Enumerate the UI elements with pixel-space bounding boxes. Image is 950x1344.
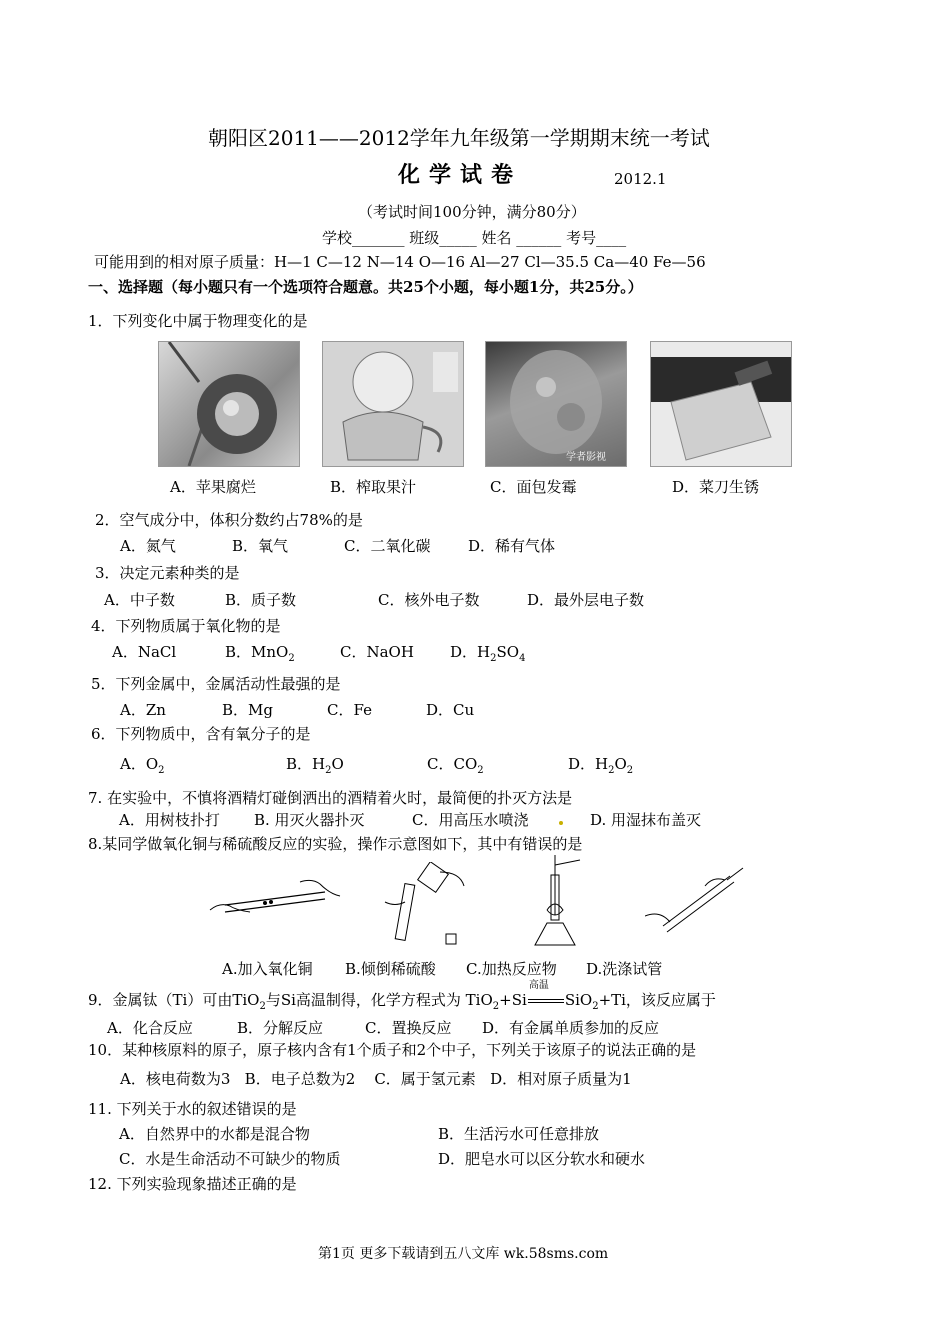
q4-option-d: D．$H_2SO_4$ bbox=[450, 643, 526, 664]
q8-option-d: D.洗涤试管 bbox=[586, 960, 663, 978]
q2-option-a: A．氮气 bbox=[120, 537, 176, 555]
heat-reaction-figure bbox=[525, 855, 595, 955]
q5-option-b: B．Mg bbox=[222, 701, 273, 719]
q7-option-b: B. 用灭火器扑灭 bbox=[254, 811, 365, 829]
q9-option-a: A．化合反应 bbox=[107, 1019, 193, 1037]
q7-option-d: D. 用湿抹布盖灭 bbox=[590, 811, 702, 829]
q3-option-b: B．质子数 bbox=[225, 591, 297, 609]
q5-stem: 5．下列金属中，金属活动性最强的是 bbox=[91, 675, 341, 693]
high-temp-equals: 高温 bbox=[527, 991, 565, 1009]
q6-option-c: C．$CO_2$ bbox=[427, 755, 484, 776]
q9-option-b: B．分解反应 bbox=[237, 1019, 324, 1037]
exam-date: 2012.1 bbox=[614, 170, 667, 188]
q8-stem: 8.某同学做氧化铜与稀硫酸反应的实验，操作示意图如下，其中有错误的是 bbox=[88, 835, 583, 853]
q2-option-c: C．二氧化碳 bbox=[344, 537, 431, 555]
q2-option-d: D．稀有气体 bbox=[468, 537, 556, 555]
rusty-knife-image bbox=[650, 341, 792, 467]
image-watermark: 学者影视 bbox=[566, 452, 606, 463]
q10-options: A．核电荷数为3 B．电子总数为2 C．属于氢元素 D．相对原子质量为1 bbox=[120, 1070, 632, 1088]
q6-stem: 6．下列物质中，含有氧分子的是 bbox=[91, 725, 311, 743]
q2-stem: 2．空气成分中，体积分数约占78%的是 bbox=[95, 511, 363, 529]
q4-option-a: A．NaCl bbox=[112, 643, 177, 661]
rotten-apple-image bbox=[158, 341, 300, 467]
q8-option-b: B.倾倒稀硫酸 bbox=[345, 960, 436, 978]
q12-stem: 12. 下列实验现象描述正确的是 bbox=[88, 1175, 297, 1193]
q9-option-c: C．置换反应 bbox=[365, 1019, 452, 1037]
juicer-image bbox=[322, 341, 464, 467]
q5-option-d: D．Cu bbox=[426, 701, 475, 719]
student-info-line: 学校_______ 班级_____ 姓名 ______ 考号____ bbox=[322, 229, 627, 247]
q11-option-d: D．肥皂水可以区分软水和硬水 bbox=[438, 1150, 646, 1168]
q3-option-c: C．核外电子数 bbox=[378, 591, 480, 609]
q5-option-a: A．Zn bbox=[120, 701, 166, 719]
q1-option-d: D．菜刀生锈 bbox=[672, 478, 760, 496]
q10-stem: 10．某种核原料的原子，原子核内含有1个质子和2个中子，下列关于该原子的说法正确的是 bbox=[88, 1041, 697, 1059]
q1-stem: 1．下列变化中属于物理变化的是 bbox=[88, 312, 308, 330]
atomic-masses: 可能用到的相对原子质量：H—1 C—12 N—14 O—16 Al—27 Cl—35.5 Ca—40 Fe—56 bbox=[94, 253, 706, 271]
exam-title: 朝阳区2011——2012学年九年级第一学期期末统一考试 bbox=[208, 126, 710, 150]
q6-option-b: B．$H_2O$ bbox=[286, 755, 344, 776]
add-copper-oxide-figure bbox=[205, 870, 345, 930]
q6-option-a: A．$O_2$ bbox=[120, 755, 165, 776]
q4-option-c: C．NaOH bbox=[340, 643, 414, 661]
time-note: （考试时间100分钟，满分80分） bbox=[358, 203, 586, 221]
q11-option-c: C．水是生命活动不可缺少的物质 bbox=[119, 1150, 341, 1168]
q7-option-a: A．用树枝扑打 bbox=[119, 811, 220, 829]
subject-title: 化学试卷 bbox=[398, 163, 523, 188]
q8-option-c: C.加热反应物 bbox=[466, 960, 557, 978]
q3-option-d: D．最外层电子数 bbox=[527, 591, 645, 609]
q1-option-a: A．苹果腐烂 bbox=[170, 478, 256, 496]
wash-tube-figure bbox=[645, 866, 745, 946]
page-footer: 第1页 更多下载请到五八文库 wk.58sms.com bbox=[318, 1246, 609, 1262]
stray-dot bbox=[559, 821, 563, 825]
q8-option-a: A.加入氧化铜 bbox=[222, 960, 313, 978]
q9-option-d: D．有金属单质参加的反应 bbox=[482, 1019, 660, 1037]
q4-stem: 4．下列物质属于氧化物的是 bbox=[91, 617, 281, 635]
q1-option-b: B．榨取果汁 bbox=[330, 478, 417, 496]
q9-stem: 9．金属钛（Ti）可由TiO$_2$与Si高温制得，化学方程式为 TiO$_2$+Si 高温 SiO$_2$+Ti，该反应属于 bbox=[88, 980, 716, 1012]
q3-stem: 3．决定元素种类的是 bbox=[95, 564, 240, 582]
q2-option-b: B．氧气 bbox=[232, 537, 289, 555]
q6-option-d: D．$H_2O_2$ bbox=[568, 755, 634, 776]
q11-stem: 11. 下列关于水的叙述错误的是 bbox=[88, 1100, 297, 1118]
section-heading: 一、选择题（每小题只有一个选项符合题意。共25个小题，每小题1分，共25分。） bbox=[88, 278, 643, 296]
q11-option-b: B．生活污水可任意排放 bbox=[438, 1125, 600, 1143]
moldy-bread-image bbox=[485, 341, 627, 467]
q7-stem: 7. 在实验中，不慎将酒精灯碰倒洒出的酒精着火时，最简便的扑灭方法是 bbox=[88, 789, 573, 807]
q3-option-a: A．中子数 bbox=[104, 591, 175, 609]
q4-option-b: B．MnO$_2$ bbox=[225, 643, 295, 664]
q5-option-c: C．Fe bbox=[327, 701, 372, 719]
q1-option-c: C．面包发霉 bbox=[490, 478, 577, 496]
q11-option-a: A．自然界中的水都是混合物 bbox=[119, 1125, 310, 1143]
pour-acid-figure bbox=[380, 862, 470, 952]
q7-option-c: C．用高压水喷浇 bbox=[412, 811, 529, 829]
